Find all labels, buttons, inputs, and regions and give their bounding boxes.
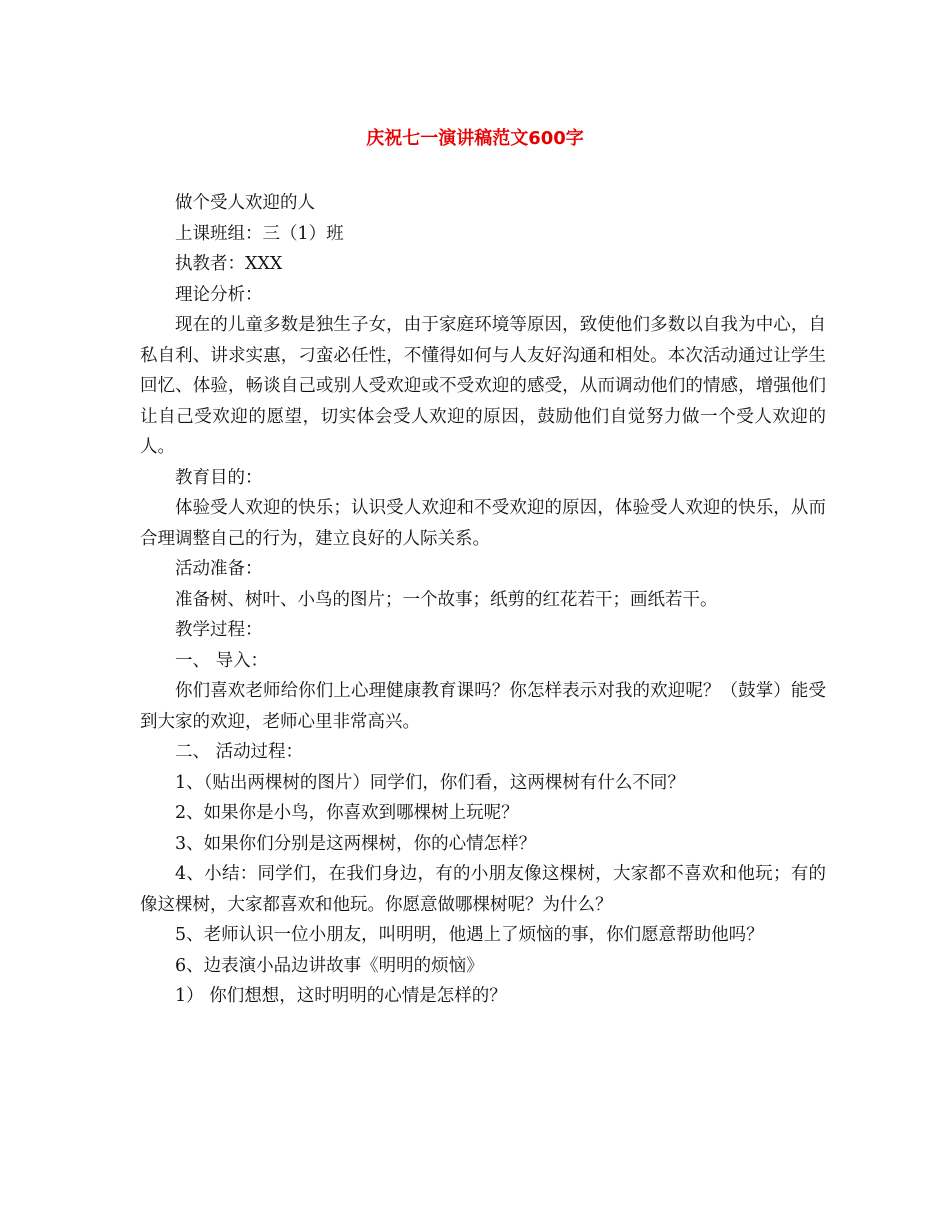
paragraph: 1、（贴出两棵树的图片）同学们，你们看，这两棵树有什么不同？ [175,772,685,793]
paragraph: 你们喜欢老师给你们上心理健康教育课吗？你怎样表示对我的欢迎呢？（鼓掌）能受到大家的欢迎，老师心里非常高兴。 [140,681,826,732]
paragraph: 现在的儿童多数是独生子女，由于家庭环境等原因，致使他们多数以自我为中心，自私自利、讲求实惠，刁蛮必任性，不懂得如何与人友好沟通和相处。本次活动通过让学生回忆、体验，畅谈自己或别人受欢迎或不受欢迎的感受，从而调动他们的情感，增强他们让自己受欢迎的愿望，切实体会受人欢迎的原因，鼓励他们自觉努力做一个受人欢迎的人。 [140,315,826,457]
paragraph: 6、边表演小品边讲故事《明明的烦恼》 [175,955,484,976]
paragraph: 准备树、树叶、小鸟的图片；一个故事；纸剪的红花若干；画纸若干。 [175,589,718,610]
paragraph: 体验受人欢迎的快乐；认识受人欢迎和不受欢迎的原因，体验受人欢迎的快乐，从而合理调整自己的行为，建立良好的人际关系。 [140,498,826,549]
paragraph: 教育目的： [175,467,263,488]
paragraph: 一、 导入： [175,650,269,671]
paragraph: 3、如果你们分别是这两棵树，你的心情怎样？ [175,833,537,854]
document-body [140,188,826,1012]
paragraph: 5、老师认识一位小朋友，叫明明，他遇上了烦恼的事，你们愿意帮助他吗？ [175,925,764,945]
paragraph: 上课班组：三（1）班 [175,223,344,244]
paragraph: 4、小结：同学们，在我们身边，有的小朋友像这棵树，大家都不喜欢和他玩；有的像这棵树，大家都喜欢和他玩。你愿意做哪棵树呢？为什么？ [140,864,826,915]
paragraph: 1） 你们想想，这时明明的心情是怎样的？ [175,986,507,1006]
paragraph: 执教者：XXX [175,254,283,274]
paragraph: 做个受人欢迎的人 [175,193,315,213]
paragraph: 活动准备： [175,559,263,579]
paragraph: 2、如果你是小鸟，你喜欢到哪棵树上玩呢？ [175,803,519,823]
paragraph: 教学过程： [175,620,263,640]
paragraph: 二、 活动过程： [175,742,304,762]
document-title: 庆祝七一演讲稿范文600字 [366,128,584,149]
paragraph: 理论分析： [175,284,263,305]
